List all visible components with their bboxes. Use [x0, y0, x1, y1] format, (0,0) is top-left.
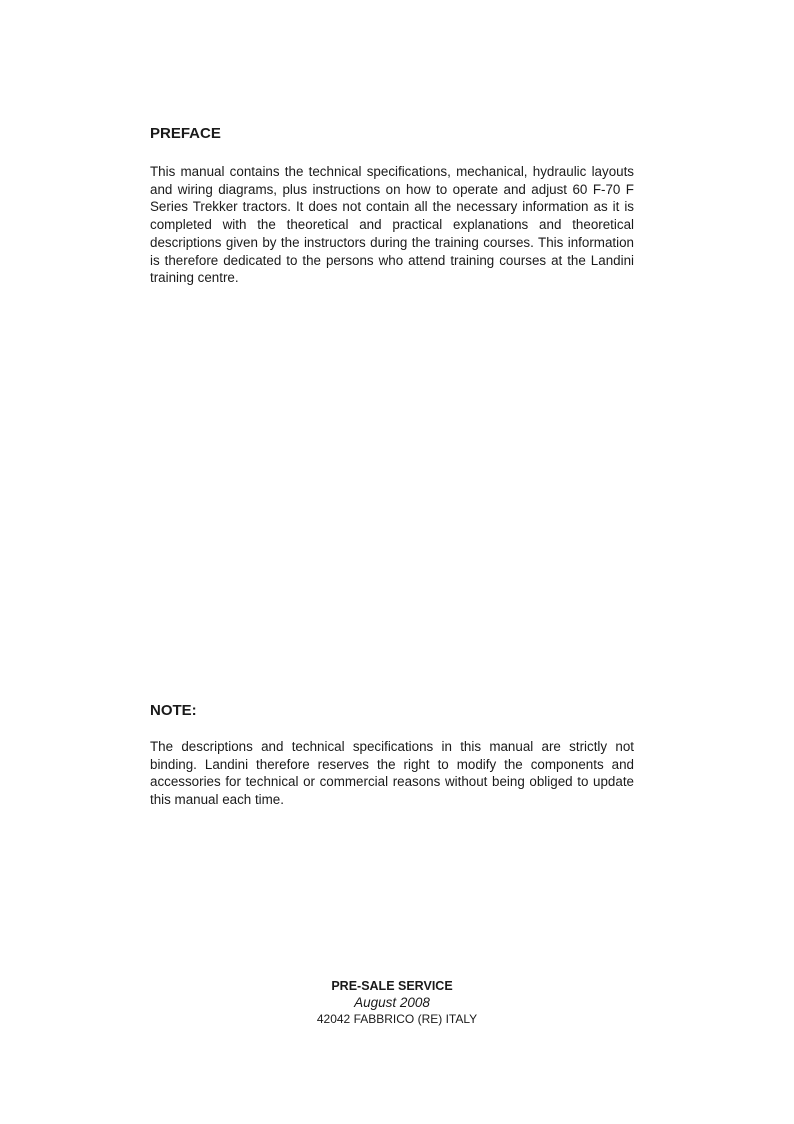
note-section [150, 702, 634, 809]
note-heading: NOTE: [150, 702, 197, 719]
footer [0, 978, 794, 1027]
preface-text: This manual contains the technical specifications, mechanical, hydraulic layouts and wiring diagrams, plus instructions on how to operate and adjust 60 F-70 F Series Trekker tractors. It does not contain all the necessary information as it is completed with the theoretical and practical explanations and theoretical descriptions given by the instructors during the training courses. This information is therefore dedicated to the persons who attend training courses at the Landini training centre. [150, 164, 634, 286]
footer-department: PRE-SALE SERVICE [331, 979, 453, 993]
note-text: The descriptions and technical specifications in this manual are strictly not binding. Landini therefore reserves the right to modify the components and accessories for technical or commercial reasons without being obliged to update this manual each time. [150, 739, 634, 808]
footer-address: 42042 FABBRICO (RE) ITALY [316, 1012, 478, 1026]
preface-section [150, 125, 634, 287]
footer-date: August 2008 [354, 995, 430, 1010]
preface-heading: PREFACE [150, 125, 221, 142]
